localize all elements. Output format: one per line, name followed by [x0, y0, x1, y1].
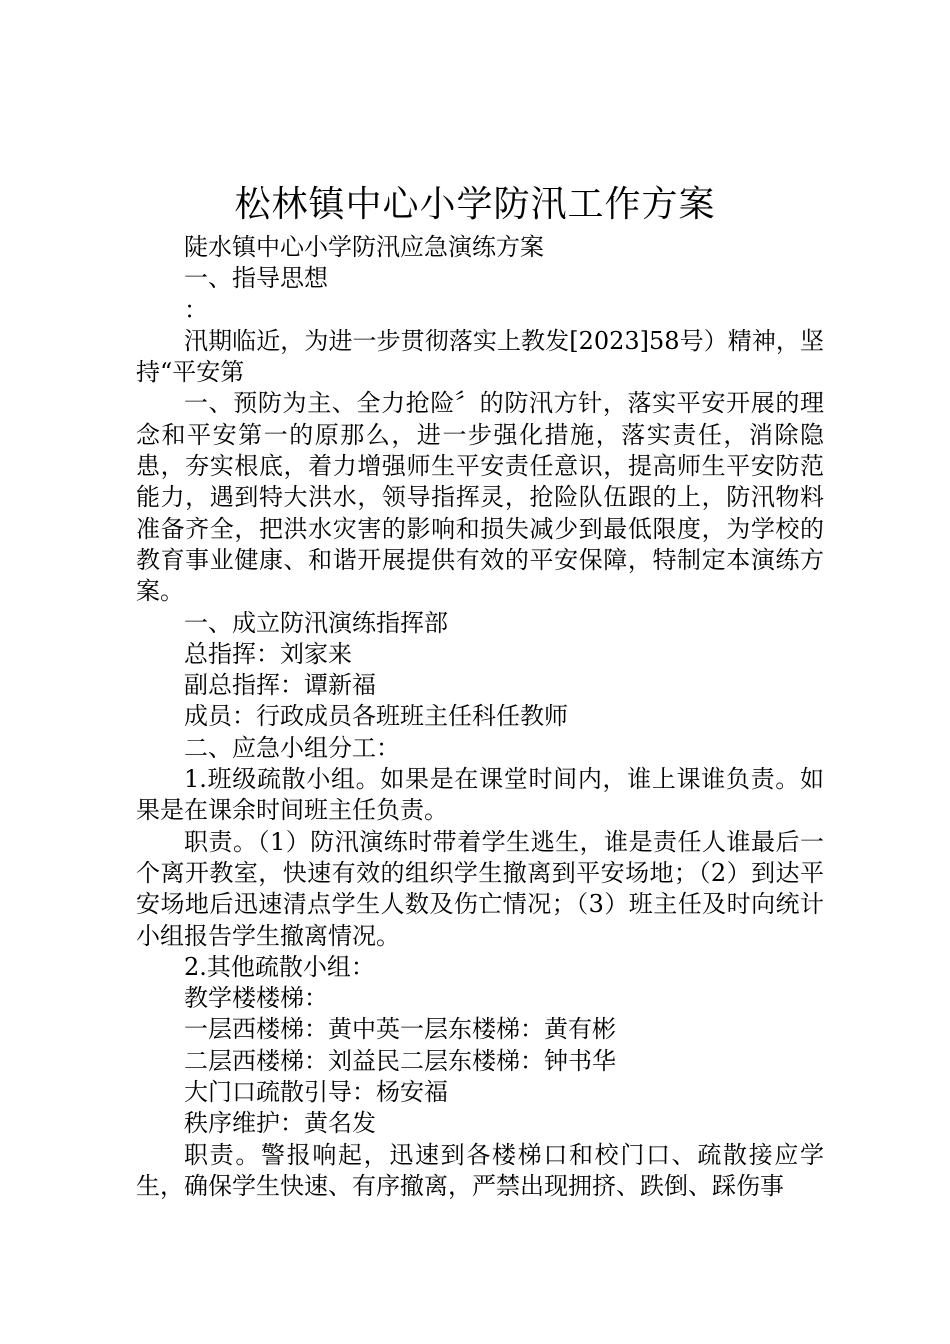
paragraph: ：: [184, 295, 208, 324]
paragraph: 总指挥：刘家来: [184, 639, 352, 668]
paragraph: 职责。（1）防汛演练时带着学生逃生，谁是责任人谁最后一个离开教室，快速有效的组织学生撤离到平安场地；（2）到达平安场地后迅速清点学生人数及伤亡情况；（3）班主任及时向统计小组报告学生撤离情况。: [136, 827, 824, 950]
paragraph: 一、预防为主、全力抢险〞的防汛方针，落实平安开展的理念和平安第一的原那么，进一步强化措施，落实责任，消除隐患，夯实根底，着力增强师生平安责任意识，提高师生平安防范能力，遇到特大洪水，领导指挥灵，抢险队伍跟的上，防汛物料准备齐全，把洪水灾害的影响和损失减少到最低限度，为学校的教育事业健康、和谐开展提供有效的平安保障，特制定本演练方案。: [136, 389, 824, 606]
paragraph: 2.其他疏散小组：: [184, 952, 375, 981]
paragraph: 1.班级疏散小组。如果是在课堂时间内，谁上课谁负责。如果是在课余时间班主任负责。: [136, 765, 824, 825]
document-title: 松林镇中心小学防汛工作方案: [234, 184, 716, 225]
paragraph: 秩序维护：黄名发: [184, 1109, 376, 1138]
paragraph: 陡水镇中心小学防汛应急演练方案: [184, 233, 544, 261]
paragraph: 副总指挥：谭新福: [184, 671, 376, 700]
paragraph: 一、成立防汛演练指挥部: [184, 608, 448, 637]
paragraph: 教学楼楼梯：: [184, 984, 328, 1013]
paragraph: 二、应急小组分工：: [184, 733, 400, 762]
paragraph: 二层西楼梯：刘益民二层东楼梯：钟书华: [184, 1046, 616, 1075]
paragraph: 一、指导思想: [184, 264, 328, 293]
paragraph: 成员：行政成员各班班主任科任教师: [184, 702, 568, 731]
paragraph: 一层西楼梯：黄中英一层东楼梯：黄有彬: [184, 1015, 616, 1044]
paragraph: 汛期临近，为进一步贯彻落实上教发[2023]58号）精神，坚持“平安第: [136, 326, 824, 387]
document-body: [136, 232, 824, 1202]
paragraph: 职责。警报响起，迅速到各楼梯口和校门口、疏散接应学生，确保学生快速、有序撤离，严禁出现拥挤、跌倒、踩伤事: [136, 1140, 824, 1200]
paragraph: 大门口疏散引导：杨安福: [184, 1078, 448, 1107]
